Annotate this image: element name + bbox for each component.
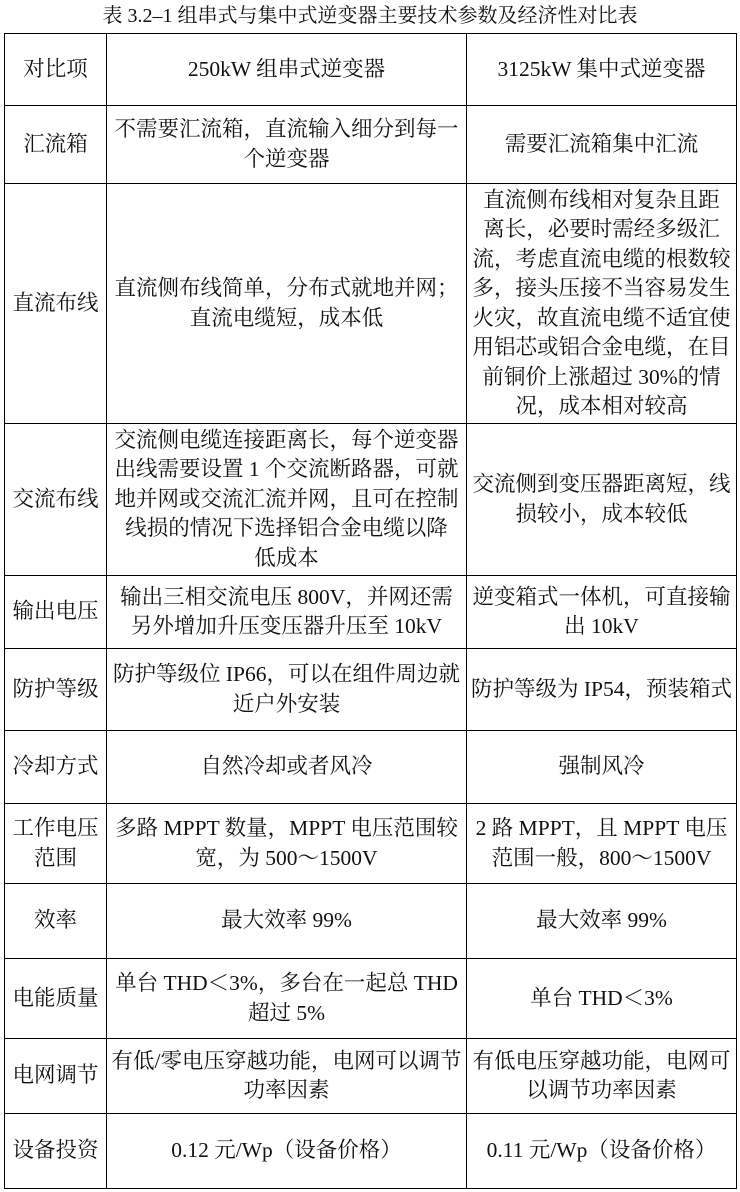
cell-text-line: 最大效率 99% xyxy=(536,908,667,933)
cell-text-line: 范围一般，800～1500V xyxy=(491,845,712,870)
cell-text-line: 交流侧到变压器距离短，线 xyxy=(472,472,731,496)
cell-text-line: 冷却方式 xyxy=(12,754,99,779)
cell-text-line: 工作电压 xyxy=(12,816,99,840)
cell-text-line: 有低电压穿越功能，电网可 xyxy=(472,1048,731,1073)
string-inverter-cell xyxy=(107,1114,467,1189)
item-cell xyxy=(5,1114,107,1189)
string-inverter-cell xyxy=(107,1039,467,1114)
cell-text-line: 出 10kV xyxy=(564,614,639,638)
table-row xyxy=(5,1114,737,1189)
table-caption: 表 3.2–1 组串式与集中式逆变器主要技术参数及经济性对比表 xyxy=(102,5,638,27)
string-inverter-cell xyxy=(107,106,467,184)
cell-text-line: 单台 THD＜3% xyxy=(530,985,673,1010)
table-row xyxy=(5,804,737,884)
central-inverter-cell xyxy=(467,576,737,649)
cell-text-line: 设备投资 xyxy=(12,1138,99,1163)
cell-text-line: 况，成本相对较高 xyxy=(515,394,688,418)
item-cell xyxy=(5,424,107,576)
cell-text-line: 流，考虑直流电缆的根数较 xyxy=(472,246,731,271)
item-cell xyxy=(5,959,107,1039)
cell-text-line: 直流布线 xyxy=(12,290,99,315)
central-inverter-cell xyxy=(467,731,737,804)
cell-text-line: 0.12 元/Wp（设备价格） xyxy=(171,1138,402,1163)
item-cell xyxy=(5,649,107,731)
cell-text-line: 前铜价上涨超过 30%的情 xyxy=(482,364,721,389)
item-cell xyxy=(5,884,107,959)
cell-text-line: 防护等级 xyxy=(12,676,99,701)
cell-text-line: 以调节功率因素 xyxy=(526,1078,677,1102)
cell-text-line: 直流侧布线相对复杂且距 xyxy=(483,187,720,212)
string-inverter-cell xyxy=(107,731,467,804)
cell-text-line: 单台 THD＜3%，多台在一起总 THD xyxy=(115,971,458,995)
string-inverter-cell xyxy=(107,424,467,576)
central-inverter-cell xyxy=(467,106,737,184)
cell-text-line: 近户外安装 xyxy=(232,691,341,716)
cell-text-line: 逆变箱式一体机，可直接输 xyxy=(472,584,731,609)
cell-text-line: 超过 5% xyxy=(247,1000,326,1025)
central-inverter-cell xyxy=(467,1039,737,1114)
cell-text-line: 输出电压 xyxy=(12,599,99,624)
table-row xyxy=(5,1039,737,1114)
cell-text-line: 另外增加升压变压器升压至 10kV xyxy=(130,614,443,638)
cell-text-line: 个逆变器 xyxy=(243,146,330,171)
cell-text-line: 多，接头压接不当容易发生 xyxy=(472,276,731,300)
cell-text-line: 对比项 xyxy=(23,56,88,81)
cell-text-line: 电能质量 xyxy=(12,985,99,1010)
cell-text-line: 2 路 MPPT，且 MPPT 电压 xyxy=(475,816,728,840)
item-cell xyxy=(5,1039,107,1114)
header-cell-string-inverter xyxy=(107,34,467,106)
table-row xyxy=(5,884,737,959)
cell-text-line: 出线需要设置 1 个交流断路器，可就 xyxy=(114,457,459,482)
central-inverter-cell xyxy=(467,184,737,424)
table-header xyxy=(5,34,737,106)
cell-text-line: 地并网或交流汇流并网，且可在控制 xyxy=(114,486,459,511)
comparison-table xyxy=(4,33,737,1189)
cell-text-line: 线损的情况下选择铝合金电缆以降 xyxy=(125,516,448,541)
table-row xyxy=(5,649,737,731)
cell-text-line: 直流电缆短，成本低 xyxy=(189,305,384,330)
cell-text-line: 自然冷却或者风冷 xyxy=(200,754,373,779)
cell-text-line: 最大效率 99% xyxy=(221,908,352,933)
cell-text-line: 电网调节 xyxy=(12,1063,99,1088)
item-cell xyxy=(5,576,107,649)
table-row xyxy=(5,184,737,424)
central-inverter-cell xyxy=(467,959,737,1039)
central-inverter-cell xyxy=(467,649,737,731)
cell-text-line: 防护等级为 IP54，预装箱式 xyxy=(471,676,732,701)
string-inverter-cell xyxy=(107,576,467,649)
cell-text-line: 交流侧电缆连接距离长，每个逆变器 xyxy=(114,427,459,452)
header-cell-central-inverter xyxy=(467,34,737,106)
central-inverter-cell xyxy=(467,1114,737,1189)
cell-text-line: 防护等级位 IP66，可以在组件周边就 xyxy=(113,662,460,686)
string-inverter-cell xyxy=(107,884,467,959)
cell-text-line: 强制风冷 xyxy=(558,754,645,779)
cell-text-line: 250kW 组串式逆变器 xyxy=(187,56,386,81)
table-body xyxy=(5,106,737,1189)
central-inverter-cell xyxy=(467,804,737,884)
table-row xyxy=(5,576,737,649)
central-inverter-cell xyxy=(467,884,737,959)
cell-text-line: 0.11 元/Wp（设备价格） xyxy=(486,1138,717,1163)
cell-text-line: 离长，必要时需经多级汇 xyxy=(483,217,720,241)
cell-text-line: 效率 xyxy=(33,908,77,933)
string-inverter-cell xyxy=(107,959,467,1039)
item-cell xyxy=(5,106,107,184)
item-cell xyxy=(5,184,107,424)
cell-text-line: 交流布线 xyxy=(12,486,99,511)
header-cell-item xyxy=(5,34,107,106)
string-inverter-cell xyxy=(107,184,467,424)
cell-text-line: 多路 MPPT 数量，MPPT 电压范围较 xyxy=(115,816,458,840)
cell-text-line: 宽，为 500～1500V xyxy=(195,845,378,870)
header-row xyxy=(5,34,737,106)
cell-text-line: 有低/零电压穿越功能，电网可以调节 xyxy=(111,1048,462,1073)
item-cell xyxy=(5,804,107,884)
table-row xyxy=(5,731,737,804)
cell-text-line: 损较小，成本较低 xyxy=(515,501,688,526)
cell-text-line: 不需要汇流箱，直流输入细分到每一 xyxy=(114,117,459,141)
cell-text-line: 输出三相交流电压 800V，并网还需 xyxy=(120,584,453,609)
cell-text-line: 需要汇流箱集中汇流 xyxy=(504,131,699,156)
table-row xyxy=(5,959,737,1039)
cell-text-line: 用铝芯或铝合金电缆，在目 xyxy=(472,335,731,359)
cell-text-line: 火灾，故直流电缆不适宜使 xyxy=(472,305,731,330)
item-cell xyxy=(5,731,107,804)
table-row xyxy=(5,106,737,184)
cell-text-line: 范围 xyxy=(33,845,77,870)
cell-text-line: 3125kW 集中式逆变器 xyxy=(497,56,706,81)
table-row xyxy=(5,424,737,576)
cell-text-line: 直流侧布线简单，分布式就地并网； xyxy=(114,276,459,300)
string-inverter-cell xyxy=(107,649,467,731)
string-inverter-cell xyxy=(107,804,467,884)
central-inverter-cell xyxy=(467,424,737,576)
cell-text-line: 低成本 xyxy=(254,545,319,570)
cell-text-line: 功率因素 xyxy=(243,1078,330,1102)
cell-text-line: 汇流箱 xyxy=(23,131,88,156)
